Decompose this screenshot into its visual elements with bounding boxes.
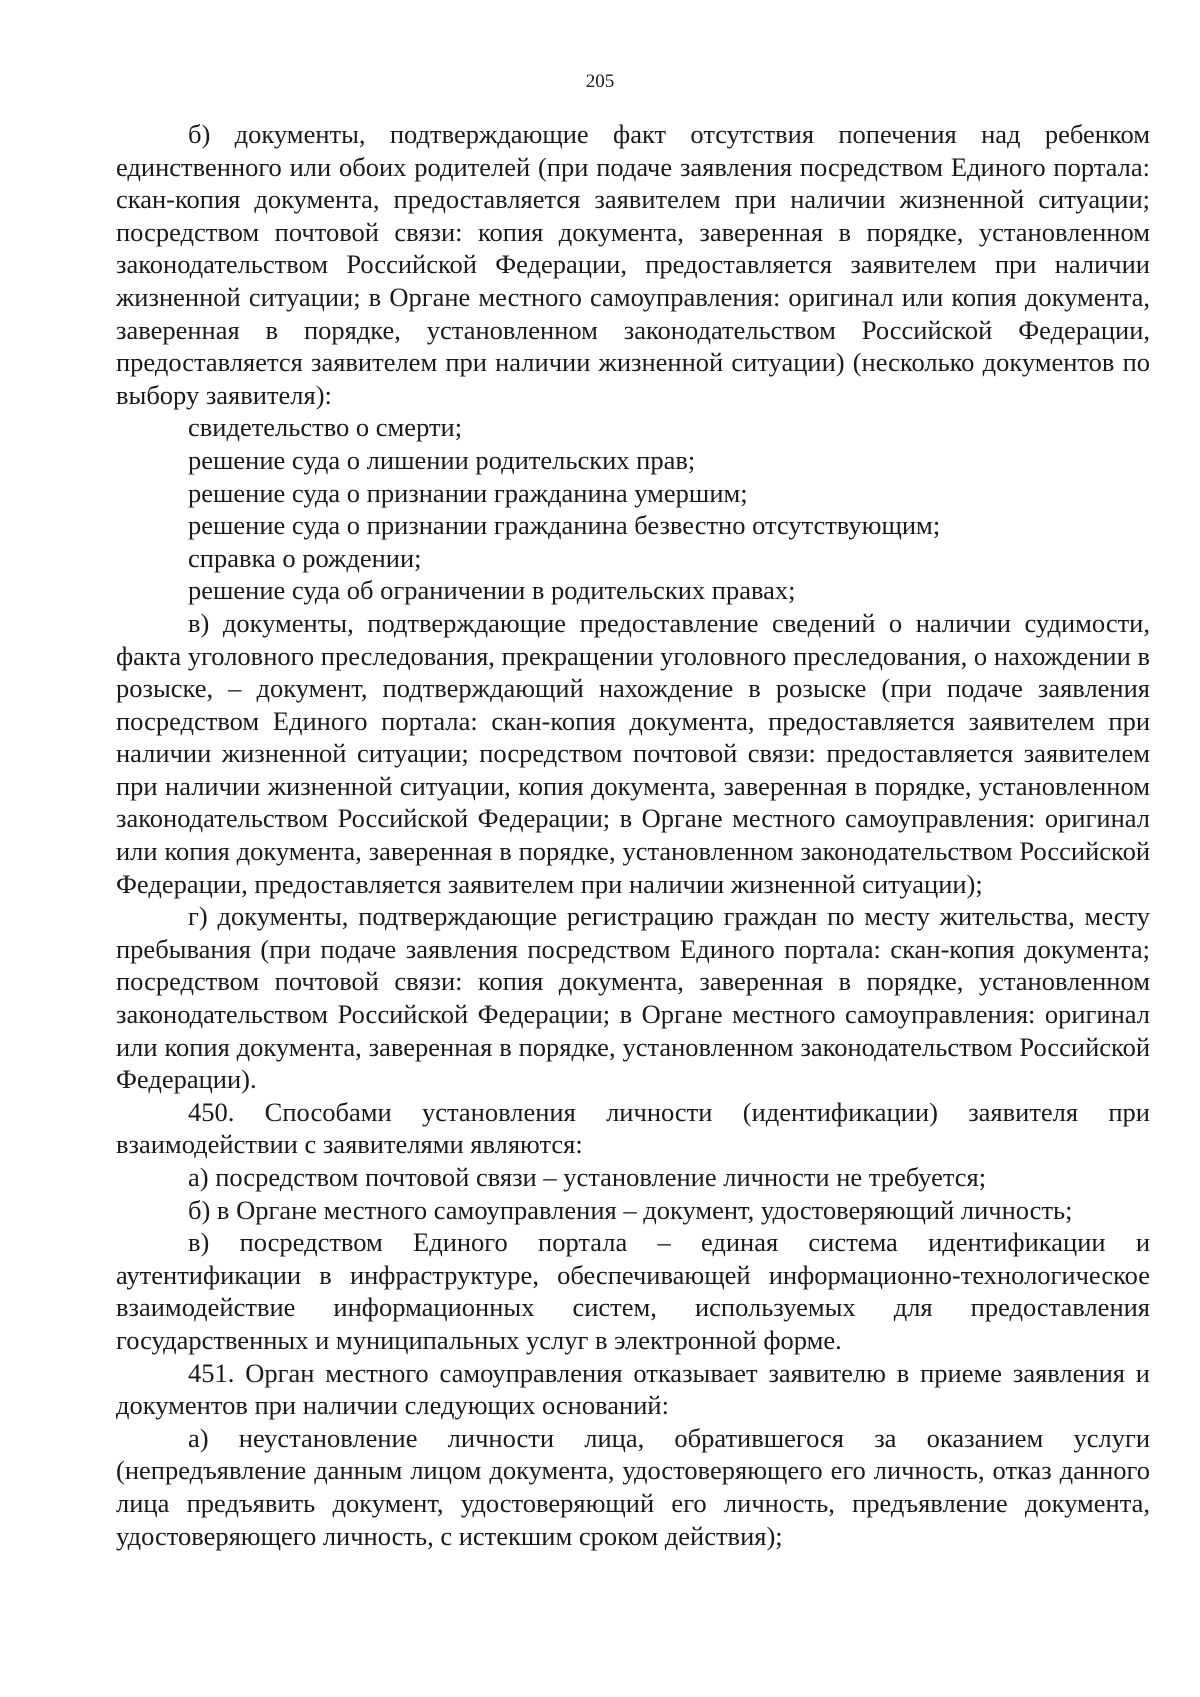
list-item-death-certificate: свидетельство о смерти; <box>188 412 463 443</box>
list-item-declared-dead: решение суда о признании гражданина умершим; <box>188 477 748 508</box>
list-item-postal: а) посредством почтовой связи – установление личности не требуется; <box>188 1162 987 1192</box>
paragraph-451-refusal: 451. Орган местного самоуправления отказывает заявителю в приеме заявления и документов при наличии следующих оснований: <box>116 1357 1150 1421</box>
list-item-deprivation-of-rights: решение суда о лишении родительских прав; <box>188 444 696 475</box>
list-item-declared-missing: решение суда о признании гражданина безвестно отсутствующим; <box>188 510 941 541</box>
paragraph-g-registration: г) документы, подтверждающие регистрацию граждан по месту жительства, месту пребывания (при подаче заявления посредством Единого портала: скан-копия документа; посредством почтовой связи: копия документа, заверенная в порядке, установленном законодательством Российской Федерации; в Органе местного самоуправления: оригинал или копия документа, заверенная в порядке, установленном законодательством Российской Федерации). <box>116 901 1150 1095</box>
page-number: 205 <box>585 71 615 92</box>
paragraph-450-identification: 450. Способами установления личности (идентификации) заявителя при взаимодействии с заявителями являются: <box>116 1096 1150 1160</box>
paragraph-v-criminal-record: в) документы, подтверждающие предоставление сведений о наличии судимости, факта уголовного преследования, прекращении уголовного преследования, о нахождении в розыске, – документ, подтверждающий нахождение в розыске (при подаче заявления посредством Единого портала: скан-копия документа, предоставляется заявителем при наличии жизненной ситуации; посредством почтовой связи: предоставляется заявителем при наличии жизненной ситуации, копия документа, заверенная в порядке, установленном законодательством Российской Федерации; в Органе местного самоуправления: оригинал или копия документа, заверенная в порядке, установленном законодательством Российской Федерации, предоставляется заявителем при наличии жизненной ситуации); <box>116 607 1150 899</box>
list-item-restriction-of-rights: решение суда об ограничении в родительских правах; <box>188 575 796 606</box>
list-item-unified-portal: в) посредством Единого портала – единая система идентификации и аутентификации в инфраструктуре, обеспечивающей информационно-технологическое взаимодействие информационных систем, используемых для предоставления государственных и муниципальных услуг в электронной форме. <box>116 1227 1150 1355</box>
paragraph-b-documents-guardianship: б) документы, подтверждающие факт отсутствия попечения над ребенком единственного или обоих родителей (при подаче заявления посредством Единого портала: скан-копия документа, предоставляется заявителем при наличии жизненной ситуации; посредством почтовой связи: копия документа, заверенная в порядке, установленном законодательством Российской Федерации, предоставляется заявителем при наличии жизненной ситуации; в Органе местного самоуправления: оригинал или копия документа, заверенная в порядке, установленном законодательством Российской Федерации, предоставляется заявителем при наличии жизненной ситуации) (несколько документов по выбору заявителя): <box>116 119 1150 410</box>
list-item-birth-certificate: справка о рождении; <box>188 542 422 573</box>
list-item-local-authority: б) в Органе местного самоуправления – документ, удостоверяющий личность; <box>188 1194 1073 1225</box>
document-body <box>116 118 1150 1552</box>
list-item-identity-not-established: а) неустановление личности лица, обратившегося за оказанием услуги (непредъявление данным лицом документа, удостоверяющего его личность, отказ данного лица предъявить документ, удостоверяющий его личность, предъявление документа, удостоверяющего личность, с истекшим сроком действия); <box>116 1422 1150 1551</box>
